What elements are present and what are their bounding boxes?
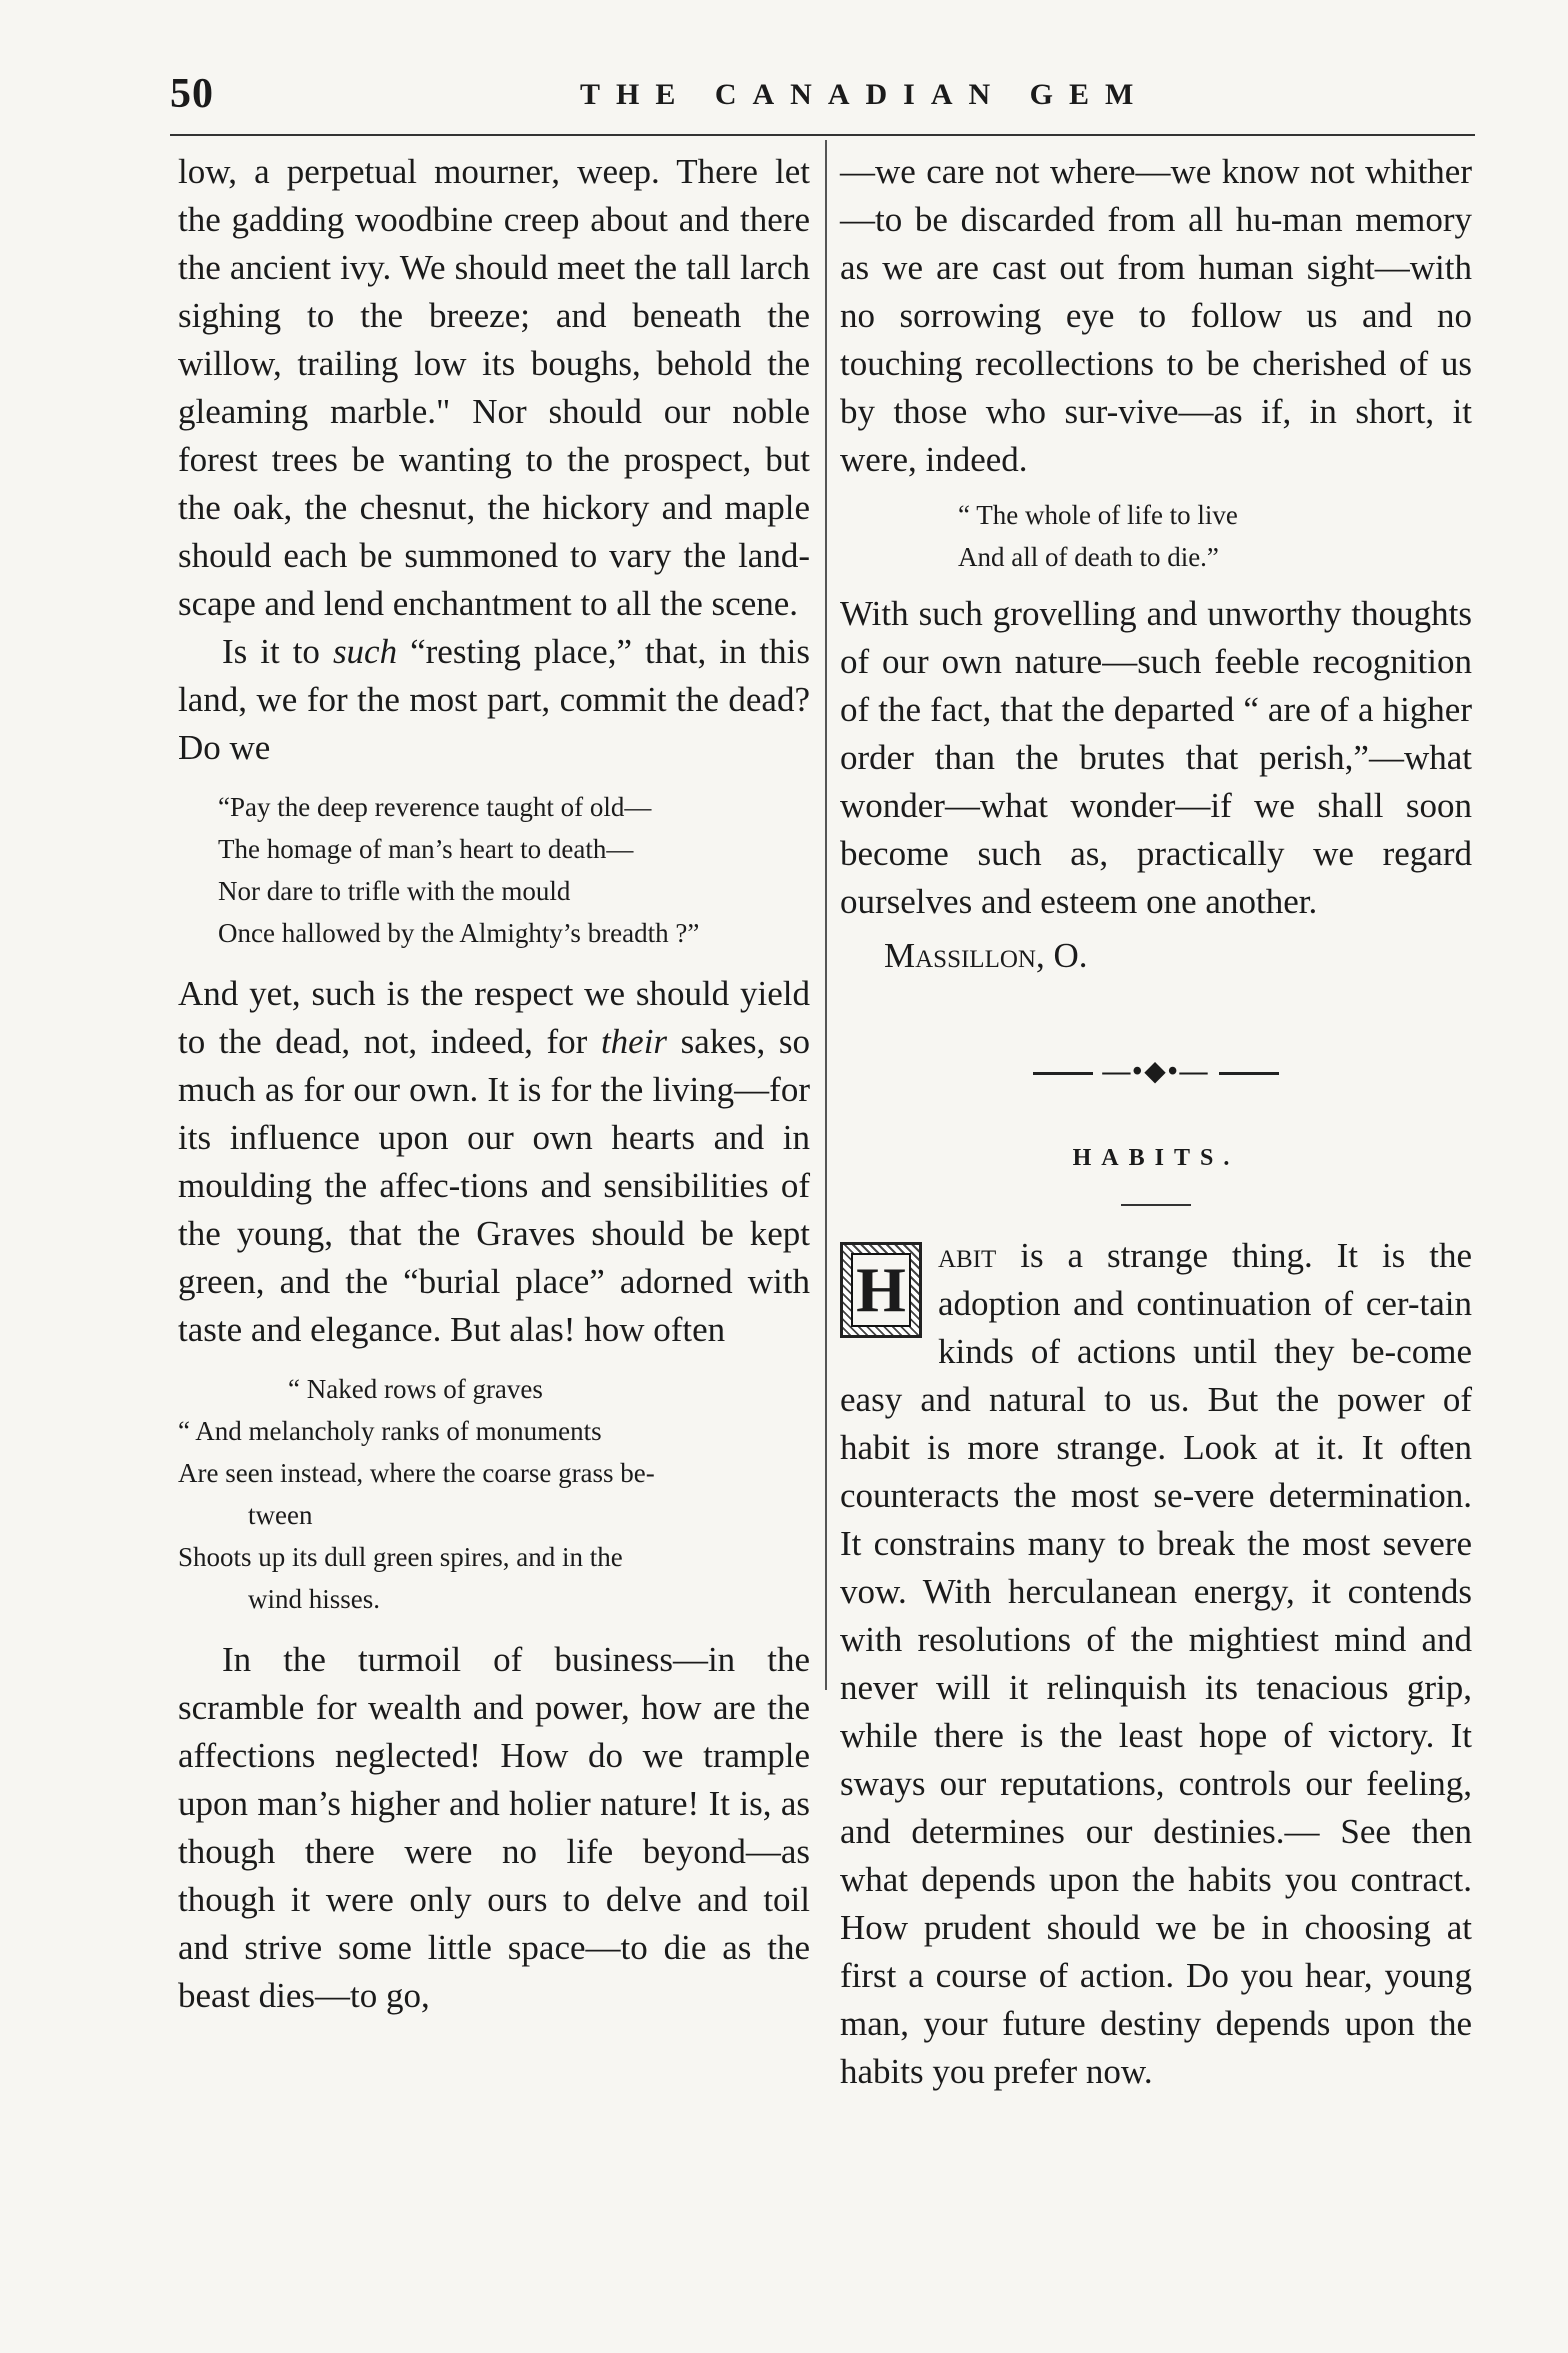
verse-line: Nor dare to trifle with the mould — [218, 876, 571, 906]
text-run: sakes, so much as for our own. It is for the living—for its influence upon our own hearts and in moulding the affec-tions and sensibilities of the young, that the Graves should be kept green, and the “burial place” adorned with taste and elegance. But alas! how often — [178, 1022, 810, 1349]
emphasis: their — [600, 1022, 668, 1061]
left-column — [178, 148, 810, 2020]
text-run: “resting place,” that, in this land, we for the most part, commit the dead? Do we — [178, 632, 810, 767]
right-column — [840, 148, 1472, 2096]
paragraph: In the turmoil of business—in the scramble for wealth and power, how are the affections neglected! How do we trample upon man’s higher and holier nature! It is, as though there were no life beyond—as though it were only ours to delve and toil and strive some little space—to die as the beast dies—to go, — [178, 1640, 810, 2015]
verse-line: “Pay the deep reverence taught of old— — [218, 792, 652, 822]
verse-line: And all of death to die.” — [958, 542, 1219, 572]
paragraph — [840, 1232, 1472, 2096]
verse-line: “ Naked rows of graves — [288, 1374, 543, 1404]
verse-line: Once hallowed by the Almighty’s breadth ?” — [218, 918, 700, 948]
header-rule — [170, 134, 1475, 136]
page-header — [170, 70, 1475, 130]
text-run: And yet, such is the respect we should yield to the dead, not, indeed, for — [178, 974, 810, 1061]
signature: Massillon, O. — [884, 936, 1088, 975]
section-rule — [1121, 1204, 1191, 1206]
verse-line: “ And melancholy ranks of monuments — [178, 1416, 602, 1446]
verse-line: The homage of man’s heart to death— — [218, 834, 634, 864]
ornament-glyph: —•◆•— — [1102, 1056, 1210, 1087]
section-title: HABITS. — [1072, 1145, 1240, 1171]
column-divider — [825, 140, 827, 1690]
text-run: is a strange thing. It is the adoption and continuation of cer-tain kinds of actions until they be-come easy and natural to us. But the power of habit is more strange. Look at it. It often counteracts the most se-vere determination. It constrains many to break the most severe vow. With herculanean energy, it contends with resolutions of the mightiest mind and never will it relinquish its tenacious grip, while there is the least hope of victory. It sways our reputations, controls our feeling, and determines our destinies.— See then what depends upon the habits you contract. How prudent should we be in choosing at first a course of action. Do you hear, young man, your future destiny depends upon the habits you prefer now. — [840, 1236, 1472, 2091]
ornament-divider — [840, 1048, 1472, 1096]
ornament-rule — [1033, 1072, 1093, 1075]
paragraph: —we care not where—we know not whither—to be discarded from all hu-man memory as we are cast out from human sight—with no sorrowing eye to follow us and no touching recollections to be cherished of us by those who sur-vive—as if, in short, it were, indeed. — [840, 152, 1472, 479]
verse-line: wind hisses. — [248, 1584, 381, 1614]
verse-line: Shoots up its dull green spires, and in the — [178, 1542, 623, 1572]
text-run: Is it to — [222, 632, 333, 671]
verse-line: “ The whole of life to live — [958, 500, 1238, 530]
drop-cap — [840, 1242, 922, 1338]
running-title: THE CANADIAN GEM — [580, 78, 1150, 111]
verse-line: tween — [248, 1500, 313, 1530]
habits-paragraph — [840, 1232, 1472, 2096]
verse-line: Are seen instead, where the coarse grass be- — [178, 1458, 655, 1488]
drop-cap-letter: H — [851, 1253, 911, 1327]
lead-in: abit — [938, 1236, 997, 1275]
paragraph: With such grovelling and unworthy thoughts of our own nature—such feeble recognition of the fact, that the departed “ are of a higher order than the brutes that perish,”—what wonder—what wonder—if we shall soon become such as, practically we regard ourselves and esteem one another. — [840, 594, 1472, 921]
verse-quote — [178, 1368, 810, 1620]
ornament-rule — [1219, 1072, 1279, 1075]
emphasis: such — [332, 632, 398, 671]
verse-quote — [178, 786, 810, 954]
paragraph — [178, 628, 810, 772]
paragraph: low, a perpetual mourner, weep. There let the gadding woodbine creep about and there the ancient ivy. We should meet the tall larch sighing to the breeze; and beneath the willow, trailing low its boughs, behold the gleaming marble." Nor should our noble forest trees be wanting to the prospect, but the oak, the chesnut, the hickory and maple should each be summoned to vary the land-scape and lend enchantment to all the scene. — [178, 152, 810, 623]
paragraph — [178, 970, 810, 1354]
page-number: 50 — [170, 71, 214, 117]
verse-quote — [840, 494, 1472, 578]
